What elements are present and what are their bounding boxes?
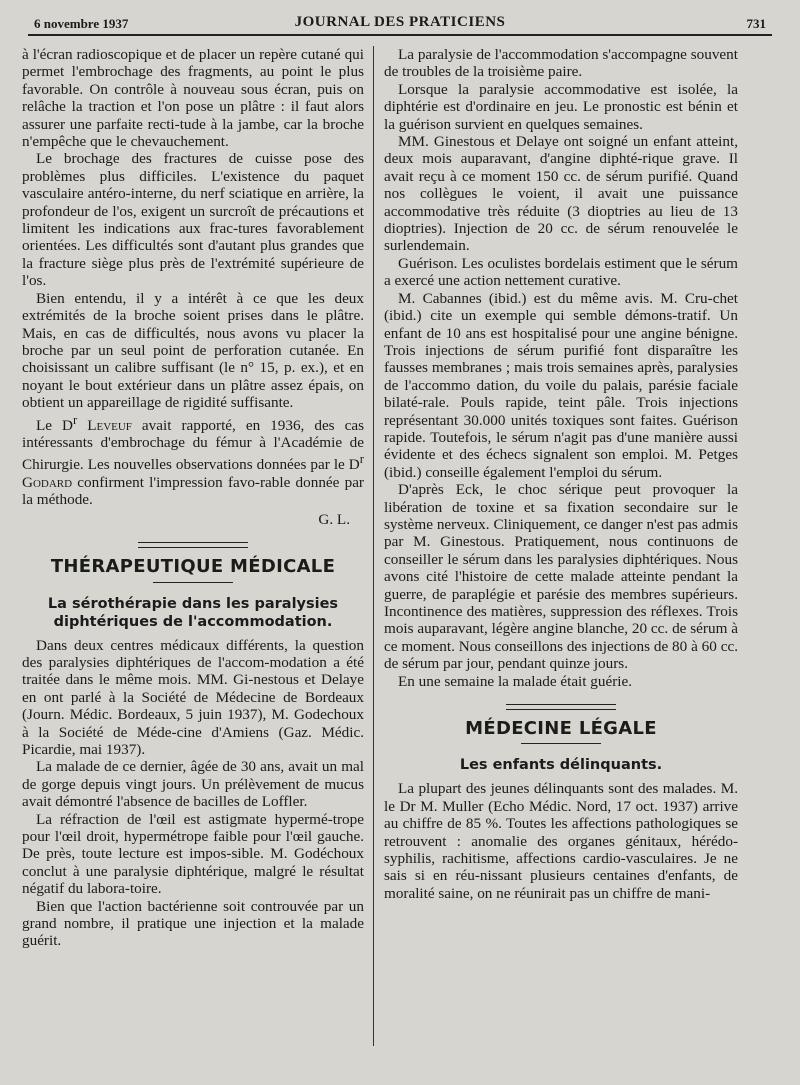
paragraph: [22, 412, 364, 509]
section-title: THÉRAPEUTIQUE MÉDICALE: [50, 556, 336, 578]
superscript: r: [359, 452, 364, 467]
author-name: Leveuf: [87, 416, 132, 434]
paragraph: Le brochage des fractures de cuisse pose des problèmes plus difficiles. L'existence du paquet vasculaire antéro-interne, du nerf sciatique en arrière, la profondeur de l'os, exigent un surcroît de précautions et limitent les indications aux frac-tures favorablement orientées. Les difficultés sont d'autant plus grandes que la fracture siège plus près de l'extrémité supérieure de l'os.: [22, 150, 364, 290]
paragraph: Lorsque la paralysie accommodative est isolée, la diphtérie est d'ordinaire en jeu. Le pronostic est bénin et la guérison survient en quelques semaines.: [384, 80, 738, 133]
paragraph: M. Cabannes (ibid.) est du même avis. M. Cru-chet (ibid.) cite un exemple qui semble démons-tratif. Un enfant de 10 ans est hospitalisé pour une angine bénigne. Trois injections de sérum purifié font disparaître les fausses membranes ; mais trois semaines après, paralysies de l'accommo dation, du voile du palais, parésie faciale bilaté-rale. Pouls rapide, teint pâle. Trois injections représentant 30.000 unités toxiques sont faites. Guérison rapide. Toutefois, le sérum n'agit pas d'une manière aussi évidente et des échecs signalent son emploi. M. Petges (ibid.) conseille également l'emploi du sérum.: [384, 289, 738, 481]
paragraph: D'après Eck, le choc sérique peut provoquer la libération de toxine et sa fixation secondaire sur le système nerveux. Cliniquement, ce danger n'est pas admis par M. Ginestous. Pratiquement, nous continuons de conseiller le sérum dans les paralysies diphtériques. Nous avons cité l'histoire de cette malade atteinte pendant la guerre, de paraplégie et parésie des membres supérieurs. Incontinence des matières, suppression des réflexes. Trois mois auparavant, légère angine blanche, 20 cc. de sérum à ce moment. Nous conseillons des injections de 80 à 60 cc. de sérum par jour, pendant quinze jours.: [384, 481, 738, 673]
section-title: MÉDECINE LÉGALE: [465, 718, 657, 740]
paragraph: La réfraction de l'œil est astigmate hypermé-trope pour l'œil droit, hypermétrope faible pour l'œil gauche. De près, toute lecture est impos-sible. M. Godéchoux conclut à une paralysie diphtérique, malgré le résultat négatif du labora-toire.: [22, 810, 364, 898]
text-run: avait rapporté, en 1936, des cas intéressants d'embrochage du fémur à l'Académie de Chirurgie. Les nouvelles observations données par le D: [22, 416, 364, 474]
article-title: La sérothérapie dans les paralysies diphtériques de l'accommodation.: [47, 595, 339, 630]
section-separator: [138, 542, 248, 548]
page-number: 731: [746, 16, 766, 31]
column-divider: [373, 46, 374, 1046]
paragraph: à l'écran radioscopique et de placer un repère cutané qui permet l'embrochage des fragments, au point le plus favorable. On contrôle à nouveau sous écran, puis on relâche la traction et l'on pose un plâtre : il faut alors assurer une parfaite recti-tude à la jambe, car la broche n'empêche que le chevauchement.: [22, 46, 364, 151]
superscript: r: [72, 412, 78, 427]
paragraph: Bien que l'action bactérienne soit controuvée par un grand nombre, il pratique une injection et la malade guérit.: [22, 897, 364, 950]
paragraph: Dans deux centres médicaux différents, la question des paralysies diphtériques de l'accom-modation a été traitée dans le même mois. MM. Gi-nestous et Delaye en ont parlé à la Société de Médecine de Bordeaux (Journ. Médic. Bordeaux, 5 juin 1937), M. Godechoux à la Société de Méde-cine d'Amiens (Gaz. Médic. Picardie, mai 1937).: [22, 636, 364, 758]
right-column: [384, 46, 738, 1085]
title-underline: [521, 743, 601, 744]
text-run: Le D: [36, 416, 73, 434]
paragraph: Guérison. Les oculistes bordelais estiment que le sérum a exercé une action nettement curative.: [384, 254, 738, 290]
author-name: Godard: [22, 473, 73, 491]
left-column: [22, 46, 364, 1085]
signature: G. L.: [318, 510, 350, 528]
paragraph: La paralysie de l'accommodation s'accompagne souvent de troubles de la troisième paire.: [384, 46, 738, 81]
paragraph: La malade de ce dernier, âgée de 30 ans, avait un mal de gorge depuis vingt jours. Un prélèvement de mucus avait démontré l'absence de bacilles de Loffler.: [22, 758, 364, 811]
issue-date: 6 novembre 1937: [34, 16, 129, 31]
page-header: [28, 12, 772, 36]
section-separator: [506, 704, 616, 710]
title-underline: [153, 582, 233, 583]
article-title: Les enfants délinquants.: [459, 757, 663, 774]
journal-title: JOURNAL DES PRATICIENS: [294, 14, 506, 30]
paragraph: MM. Ginestous et Delaye ont soigné un enfant atteint, deux mois auparavant, d'angine diphté-rique grave. Il avait reçu à ce moment 150 cc. de sérum purifié. Quand nos collègues le voient, il avait une puissance accommodative très réduite (3 dioptries au lieu de 13 dioptries). Injection de 20 cc. de sérum renouvelée le surlendemain.: [384, 133, 738, 255]
paragraph: En une semaine la malade était guérie.: [398, 672, 633, 690]
text-run: confirment l'impression favo-rable donnée par la méthode.: [22, 473, 364, 509]
paragraph: Bien entendu, il y a intérêt à ce que les deux extrémités de la broche soient prises dans le plâtre. Mais, en cas de difficultés, nous avons vu placer la broche par un seul point de perforation cutanée. En choisissant un calibre suffisant (le n° 15, p. ex.), et en noyant le bout extérieur dans un plâtre assez épais, on obtient un appareillage de rigidité suffisante.: [22, 289, 364, 412]
paragraph: La plupart des jeunes délinquants sont des malades. M. le Dr M. Muller (Echo Médic. Nord, 17 oct. 1937) arrive au chiffre de 85 %. Toutes les affections pathologiques se retrouvent : anomalie des organes génitaux, hérédo-syphilis, rachitisme, affections cardio-vasculaires. Je ne sais si en réu-nissant plusieurs centaines d'enfants, de moralité saine, on ne réunirait pas un chiffre de mani-: [384, 780, 738, 902]
